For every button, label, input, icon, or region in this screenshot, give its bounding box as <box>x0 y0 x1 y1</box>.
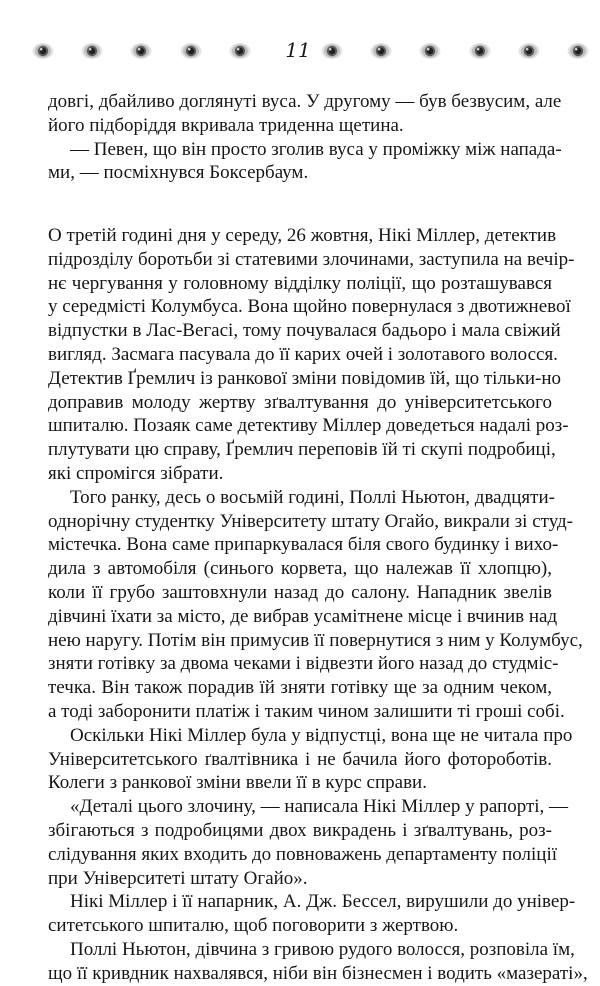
eye-icon <box>518 42 540 60</box>
text-line: Колеги з ранкової зміни ввели її в курс справи. <box>48 772 427 794</box>
eye-icon <box>130 42 152 60</box>
text-line: Детектив Ґремлич із ранкової зміни повідомив їй, що тільки-но <box>48 367 561 389</box>
text-line: Поллі Ньютон, дівчина з гривою рудого волосся, розповіла їм, <box>70 938 575 960</box>
text-line: довгі, дбайливо доглянуті вуса. У другому — був безвусим, але <box>48 91 562 112</box>
text-block-main <box>48 224 588 986</box>
text-line: плутувати цю справу, Ґремлич переповів їй ті скупі подробиці, <box>48 439 556 461</box>
text-line: а тоді заборонити платіж і таким чином залишити ті гроші собі. <box>48 700 565 722</box>
text-line: Нікі Міллер і її напарник, А. Дж. Бессел, вирушили до універ- <box>70 891 576 913</box>
text-line: містечка. Вона саме припаркувалася біля свого будинку і вихо- <box>48 534 559 556</box>
text-line: Того ранку, десь о восьмій годині, Поллі Ньютон, двадцяти- <box>70 486 555 508</box>
text-line: дівчині їхати за місто, де вибрав усамітнене місце і вчинив над <box>48 605 558 627</box>
text-line: при Університеті штату Огайо». <box>48 867 308 889</box>
text-line: відпустки в Лас-Вегасі, тому почувалася бадьоро і мала свіжий <box>48 320 561 342</box>
eye-icon <box>567 42 589 60</box>
text-line: однорічну студентку Університету штату Огайо, викрали зі студ- <box>48 510 573 532</box>
text-line: — Певен, що він просто зголив вуса у проміжку між напада- <box>70 138 562 160</box>
text-line: ми, — посміхнувся Боксербаум. <box>48 162 309 184</box>
eye-icon <box>469 42 491 60</box>
eye-icon <box>32 42 54 60</box>
running-header <box>0 38 600 68</box>
text-line: О третій годині дня у середу, 26 жовтня, Нікі Міллер, детектив <box>48 225 557 246</box>
text-line: що її кривдник нахвалявся, ніби він бізнесмен і водить «мазераті», <box>48 962 588 984</box>
eye-icon <box>229 42 251 60</box>
text-line: його підборіддя вкривала триденна щетина. <box>48 114 404 136</box>
eye-icon <box>419 42 441 60</box>
eye-icon <box>370 42 392 60</box>
text-line: Оскільки Нікі Міллер була у відпустці, вона ще не читала про <box>70 724 573 746</box>
text-line: течка. Він також порадив їй зняти готівку ще за одним чеком, <box>48 677 552 699</box>
text-line: підрозділу боротьби зі статевими злочинами, заступила на вечір- <box>48 248 575 270</box>
text-line: доправив молоду жертву зґвалтування до університетського <box>48 391 552 413</box>
text-line: коли її грубо заштовхнули назад до салону. Нападник звелів <box>48 581 552 603</box>
text-line: у середмісті Колумбуса. Вона щойно повернулася з двотижневої <box>48 296 571 318</box>
eye-icon <box>180 42 202 60</box>
text-line: зняти готівку за двома чеками і відвезти його назад до студміс- <box>48 653 559 675</box>
page-number: 11 <box>285 38 311 62</box>
text-line: «Деталі цього злочину, — написала Нікі Міллер у рапорті, — <box>70 796 569 818</box>
eye-icon <box>321 42 343 60</box>
text-line: збігаються з подробицями двох викрадень і зґвалтувань, роз- <box>48 819 552 841</box>
text-line: ситетського шпиталю, щоб поговорити з жертвою. <box>48 915 459 937</box>
text-line: шпиталю. Позаяк саме детективу Міллер доведеться надалі роз- <box>48 415 569 437</box>
text-line: нею наругу. Потім він примусив її повернутися з ним у Колумбус, <box>48 629 583 651</box>
text-line: вигляд. Засмага пасувала до її карих очей і золотавого волосся. <box>48 343 558 365</box>
text-line: дила з автомобіля (синього корвета, що належав її хлопцю), <box>48 558 552 580</box>
text-line: слідування яких входить до повноважень департаменту поліції <box>48 843 558 865</box>
text-line: які спромігся зібрати. <box>48 462 224 484</box>
text-line: нє чергування у головному відділку поліції, що розташувався <box>48 272 552 294</box>
text-block-continuation <box>48 90 562 185</box>
eye-icon <box>81 42 103 60</box>
text-line: Університетського ґвалтівника і не бачила його фотороботів. <box>48 748 552 770</box>
